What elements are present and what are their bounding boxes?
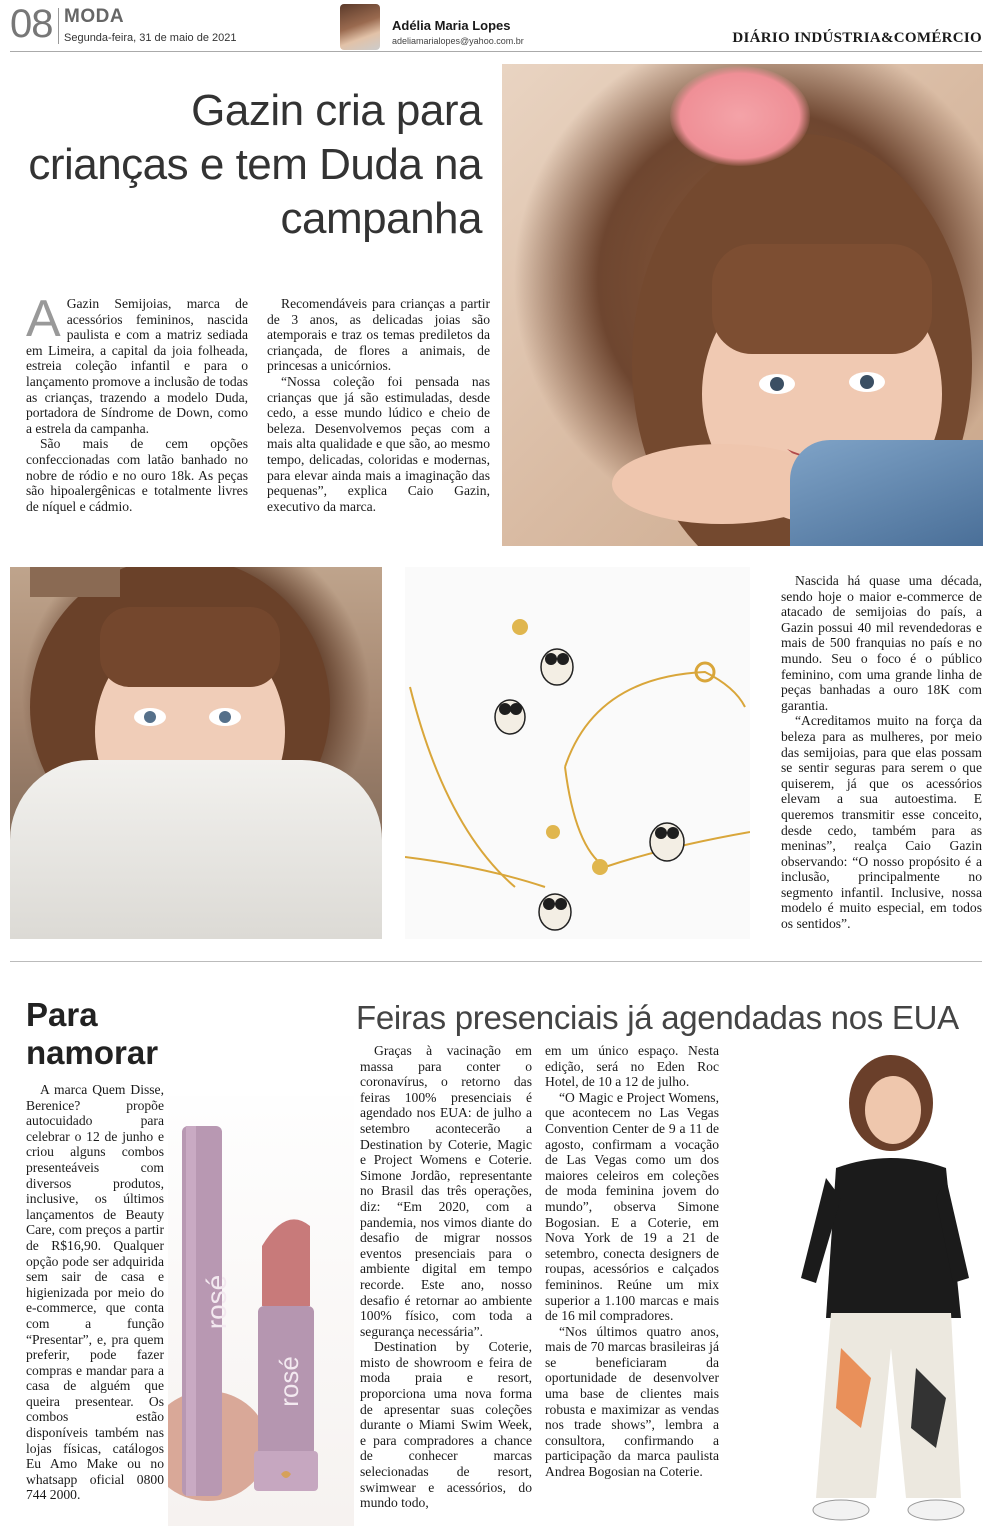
paragraph: Nascida há quase uma década, sendo hoje o maior e-commerce de atacado de semijoias do país, a Gazin possui 40 mil revendedoras e mais de 500 franquias no país e no mundo. Seu o foco é o público feminino, com uma grande linha de peças banhadas a ouro 18K com garantia.	[781, 573, 982, 713]
photo-lipstick	[168, 1096, 354, 1526]
drop-cap: A	[26, 290, 61, 348]
article-column-2	[267, 296, 490, 514]
article2-column-2	[545, 1043, 719, 1480]
paragraph: Gazin Semijoias, marca de acessórios femininos, nascida paulista e com a matriz sediada em Limeira, a capital da joia folheada, estreia coleção infantil e para o lançamento promove a inclusão de todas as crianças, trazendo a modelo Duda, portadora de Síndrome de Down, como a estrela da campanha.	[26, 296, 248, 436]
lipstick-drawing	[168, 1096, 354, 1526]
header-divider	[58, 8, 59, 44]
product-label: rosé	[273, 1356, 304, 1407]
newspaper-name: DIÁRIO INDÚSTRIA&COMÉRCIO	[732, 30, 982, 46]
article-column-3	[781, 573, 982, 932]
denim-jacket	[790, 440, 983, 546]
photo-woman	[741, 1048, 982, 1528]
author-avatar	[340, 4, 380, 50]
woman-drawing	[741, 1048, 982, 1528]
article-headline: Gazin cria para crianças e tem Duda na campanha	[28, 86, 482, 243]
jewelry-drawing	[405, 567, 750, 939]
paragraph: em um único espaço. Nesta edição, será no Eden Roc Hotel, de 10 a 12 de julho.	[545, 1043, 719, 1090]
paragraph: Destination by Coterie, misto de showroom e feira de moda praia e resort, proporciona uma nova forma de apresentar suas coleções durante o Miami Swim Week, e para compradores a chance de conhecer marcas selecionadas de resort, swimwear e acessórios, do mundo todo,	[360, 1339, 532, 1511]
author-email: adeliamarialopes@yahoo.com.br	[392, 36, 524, 46]
header-rule	[10, 51, 982, 52]
paragraph: Graças à vacinação em massa para conter o coronavírus, o retorno das feiras 100% presenciais é agendado nos EUA: de julho a setembro acontecerão a Destination by Coterie, Magic e Project Womens e Coterie. Simone Jordão, representante no Brasil das três operações, diz: “Em 2020, com a pandemia, nos vimos diante do desafio de migrar nossos eventos presenciais para o ambiente digital em tempo recorde. Este ano, nosso desafio é retornar ao ambiente 100% físico, com toda a segurança necessária”.	[360, 1043, 532, 1339]
paragraph: “Nossa coleção foi pensada nas crianças que já são estimuladas, desde cedo, a esse mundo lúdico e cheio de beleza. Desenvolvemos peças com a mais alta qualidade e que são, ao mesmo tempo, delicadas, coloridas e modernas, para elevar ainda mais a imaginação das pequenas”, explica Caio Gazin, executivo da marca.	[267, 373, 490, 514]
product-label: rosé	[201, 1274, 233, 1330]
sidebar-text	[26, 1082, 164, 1503]
paragraph: Recomendáveis para crianças a partir de 3 anos, as delicadas joias são atemporais e traz os temas prediletos da criançada, de flores a animais, de princesas a unicórnios.	[267, 296, 490, 374]
paragraph: São mais de cem opções confeccionadas com latão banhado no nobre de ródio e no ouro 18k. As peças são hipoalergênicas e totalmente livres de níquel e cádmio.	[26, 436, 248, 514]
paragraph: “O Magic e Project Womens, que acontecem no Las Vegas Convention Center de 9 a 11 de agosto, confirmam a vocação de Las Vegas como um dos maiores celeiros em coleções de moda feminina jovem do mundo”, observa Simone Bogosian. E a Coterie, em Nova York de 19 a 21 de setembro, conecta designers de roupas, acessórios e calçados femininos. Reúne um mix superior a 1.100 marcas e mais de 16 mil compradores.	[545, 1089, 719, 1324]
section-title: MODA	[64, 6, 125, 27]
paragraph: “Nos últimos quatro anos, mais de 70 marcas brasileiras já se beneficiaram da oportunidade de desenvolver uma base de clientes mais robusta e maximizar as vendas nos trade shows”, lembra a consultora, confirmando a participação da marca paulista Andrea Bogosian na Coterie.	[545, 1323, 719, 1480]
pink-bow	[670, 66, 810, 166]
article-headline-2: Feiras presenciais já agendadas nos EUA	[356, 999, 959, 1036]
sidebar-title: Para namorar	[26, 996, 159, 1071]
issue-date: Segunda-feira, 31 de maio de 2021	[64, 32, 237, 44]
section-separator	[10, 961, 982, 962]
article-column-1	[26, 290, 248, 514]
photo-jewelry	[405, 567, 750, 939]
article2-column-1	[360, 1043, 532, 1511]
author-name: Adélia Maria Lopes	[392, 18, 511, 33]
page-number: 08	[10, 2, 53, 46]
paragraph: “Acreditamos muito na força da beleza para as mulheres, por meio das semijoias, para que elas possam se sentir seguras para serem o que quiserem, já que os acessórios elevam a sua autoestima. E queremos transmitir esse conceito, desde cedo, também para as meninas”, realça Caio Gazin observando: “O nosso propósito é a inclusão, principalmente no segmento infantil. Inclusive, nossa modelo é muito especial, em todos os sentidos”.	[781, 713, 982, 932]
white-sweater	[10, 760, 382, 939]
paragraph: A marca Quem Disse, Berenice? propõe autocuidado para celebrar o 12 de junho e criou alguns combos presenteáveis com diversos produtos, inclusive, os últimos lançamentos de Beauty Care, com preços a partir de R$16,90. Qualquer opção pode ser adquirida sem sair de casa e higienizada por meio do e-commerce, que conta com a função “Presentar”, e, pra quem preferir, pode fazer compras e mandar para a casa de alguém que queira presentear. Os combos estão disponíveis também nas lojas físicas, catálogos Eu Amo Make ou no whatsapp oficial 0800 744 2000.	[26, 1082, 164, 1503]
